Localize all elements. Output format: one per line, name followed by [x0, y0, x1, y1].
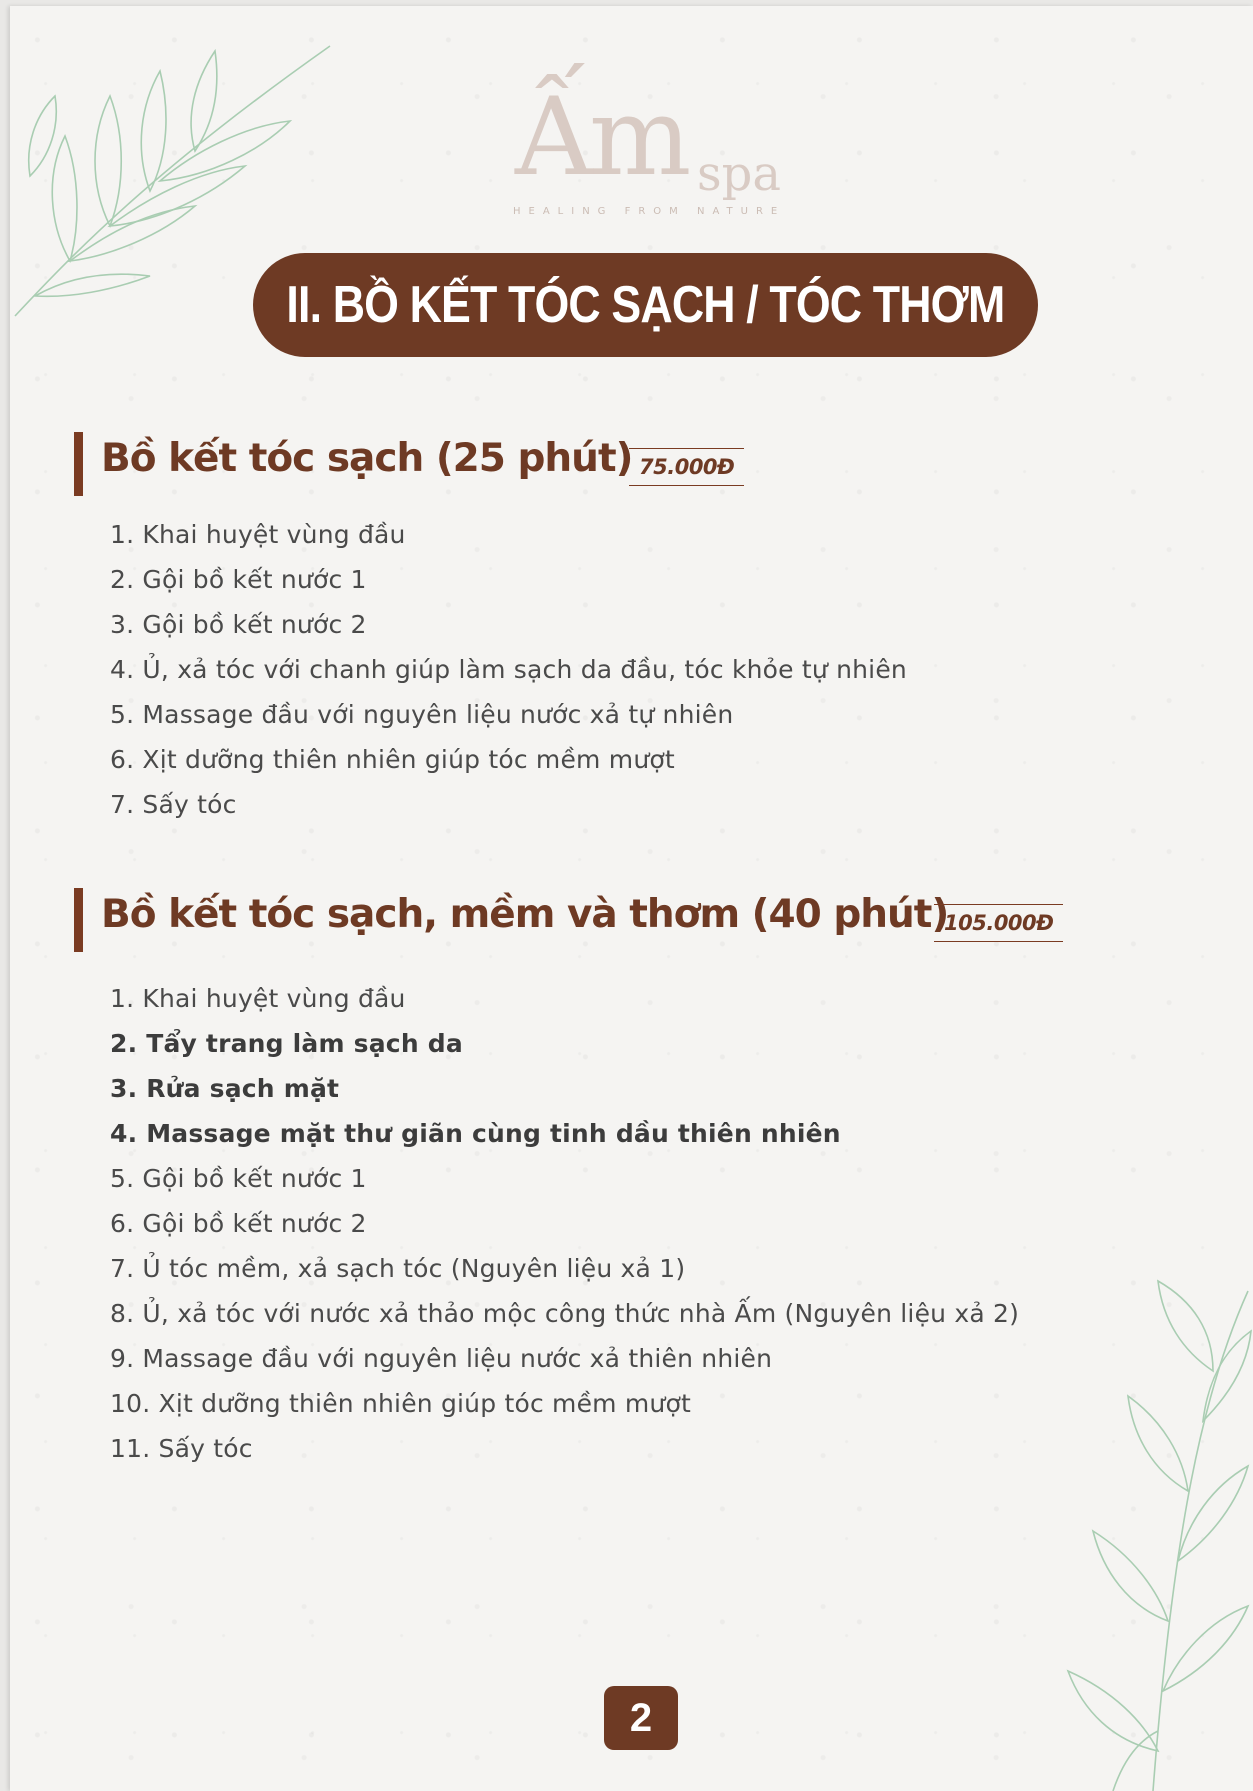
list-item: 4. Massage mặt thư giãn cùng tinh dầu thiên nhiên — [110, 1119, 841, 1148]
list-item: 4. Ủ, xả tóc với chanh giúp làm sạch da đầu, tóc khỏe tự nhiên — [110, 655, 907, 684]
service-steps-list — [110, 976, 1019, 1471]
list-item: 2. Gội bồ kết nước 1 — [110, 565, 367, 594]
price-tag: 105.000Đ — [934, 904, 1063, 942]
list-item: 3. Gội bồ kết nước 2 — [110, 610, 367, 639]
page-title-banner — [253, 253, 1038, 357]
list-item: 5. Gội bồ kết nước 1 — [110, 1164, 367, 1193]
page-title: II. BỒ KẾT TÓC SẠCH / TÓC THƠM — [286, 276, 1005, 334]
price-tag: 75.000Đ — [629, 448, 744, 486]
list-item: 2. Tẩy trang làm sạch da — [110, 1029, 463, 1058]
logo-main-text: Ấm — [515, 75, 688, 200]
list-item: 8. Ủ, xả tóc với nước xả thảo mộc công thức nhà Ấm (Nguyên liệu xả 2) — [110, 1299, 1020, 1328]
list-item: 6. Xịt dưỡng thiên nhiên giúp tóc mềm mượt — [110, 745, 675, 774]
page-number-badge: 2 — [604, 1686, 678, 1750]
service-steps-list — [110, 512, 907, 827]
list-item: 3. Rửa sạch mặt — [110, 1074, 340, 1103]
list-item: 1. Khai huyệt vùng đầu — [110, 984, 406, 1013]
list-item: 11. Sấy tóc — [110, 1434, 253, 1463]
section-title: Bồ kết tóc sạch, mềm và thơm (40 phút) — [101, 892, 949, 937]
logo-sub-text: spa — [697, 146, 781, 202]
list-item: 7. Sấy tóc — [110, 790, 237, 819]
section-accent-bar — [74, 432, 83, 496]
list-item: 7. Ủ tóc mềm, xả sạch tóc (Nguyên liệu xả 1) — [110, 1254, 686, 1283]
menu-page — [10, 6, 1253, 1791]
list-item: 1. Khai huyệt vùng đầu — [110, 520, 406, 549]
spa-logo — [505, 54, 805, 224]
list-item: 10. Xịt dưỡng thiên nhiên giúp tóc mềm mượt — [110, 1389, 691, 1418]
list-item: 6. Gội bồ kết nước 2 — [110, 1209, 367, 1238]
leaf-branch-icon — [1053, 1271, 1253, 1791]
list-item: 5. Massage đầu với nguyên liệu nước xả tự nhiên — [110, 700, 734, 729]
list-item: 9. Massage đầu với nguyên liệu nước xả thiên nhiên — [110, 1344, 773, 1373]
section-title: Bồ kết tóc sạch (25 phút) — [101, 436, 633, 481]
logo-tagline: HEALING FROM NATURE — [513, 206, 786, 217]
section-accent-bar — [74, 888, 83, 952]
